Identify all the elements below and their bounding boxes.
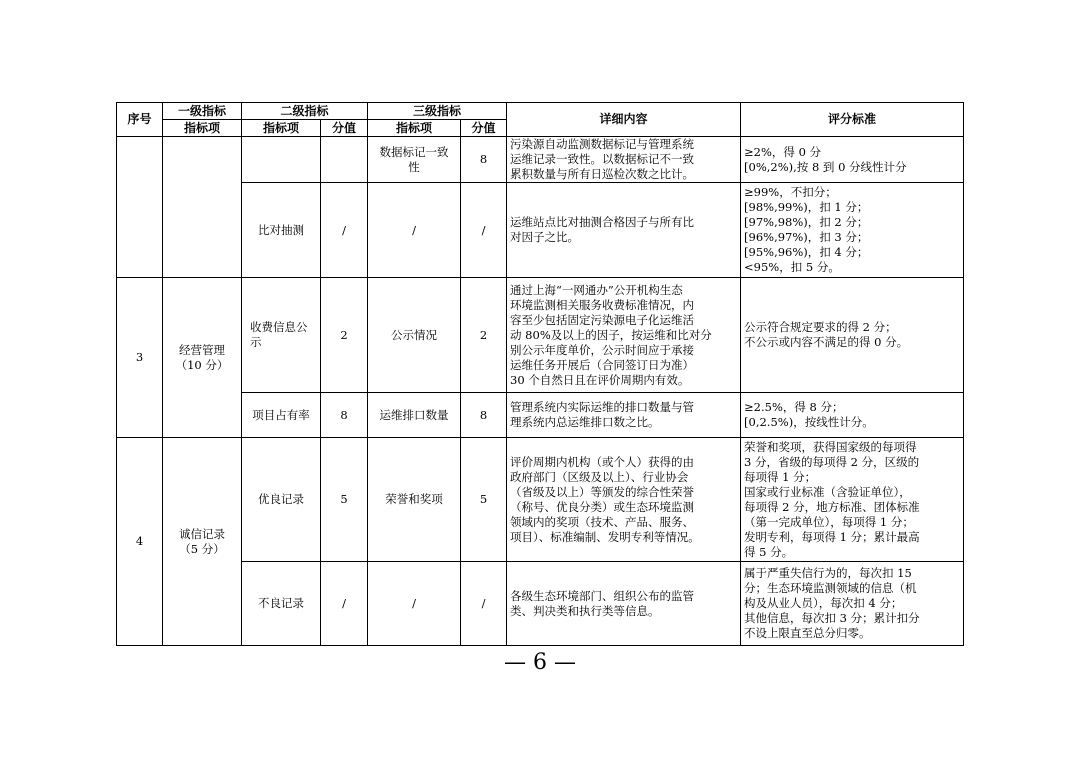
l3-score-cell: / <box>461 562 507 646</box>
l2-item-cell: 收费信息公 示 <box>242 278 321 393</box>
header-level3: 三级指标 <box>368 103 507 120</box>
header-l3-score: 分值 <box>461 120 507 137</box>
standard-cell: ≥2%，得 0 分 [0%,2%),按 8 到 0 分线性计分 <box>741 137 964 183</box>
l2-item-cell: 优良记录 <box>242 438 321 562</box>
l2-score-cell: 2 <box>321 278 368 393</box>
l2-item-cell: 比对抽测 <box>242 183 321 278</box>
l3-score-cell: / <box>461 183 507 278</box>
l3-score-cell: 5 <box>461 438 507 562</box>
l3-item-cell: / <box>368 183 461 278</box>
detail-cell: 运维站点比对抽测合格因子与所有比 对因子之比。 <box>507 183 741 278</box>
detail-cell: 污染源自动监测数据标记与管理系统 运维记录一致性。以数据标记不一致 累积数量与所有日巡检次数之比计。 <box>507 137 741 183</box>
page-number: — 6 — <box>504 650 576 675</box>
table-row <box>117 562 964 646</box>
header-level1: 一级指标 <box>163 103 242 120</box>
header-l3-item: 指标项 <box>368 120 461 137</box>
l2-score-cell: / <box>321 562 368 646</box>
table-row <box>117 438 964 562</box>
detail-cell: 各级生态环境部门、组织公布的监管 类、判决类和执行类等信息。 <box>507 562 741 646</box>
standard-cell: 公示符合规定要求的得 2 分； 不公示或内容不满足的得 0 分。 <box>741 278 964 393</box>
standard-cell: ≥99%，不扣分； [98%,99%)，扣 1 分； [97%,98%)，扣 2 分； [96%,97%)，扣 3 分； [95%,96%)，扣 4 分； <95%，扣 5 分。 <box>741 183 964 278</box>
table-row <box>117 183 964 278</box>
l3-item-cell: 荣誉和奖项 <box>368 438 461 562</box>
seq-cell: 3 <box>117 278 163 438</box>
l2-item-cell: 项目占有率 <box>242 393 321 438</box>
l2-score-cell: 8 <box>321 393 368 438</box>
header-l2-item: 指标项 <box>242 120 321 137</box>
detail-cell: 管理系统内实际运维的排口数量与管 理系统内总运维排口数之比。 <box>507 393 741 438</box>
scoring-table <box>116 102 964 646</box>
l2-item-cell: 不良记录 <box>242 562 321 646</box>
l2-item-cell-empty <box>242 137 321 183</box>
seq-cell-empty <box>117 137 163 278</box>
header-l1-item: 指标项 <box>163 120 242 137</box>
l3-item-cell: 公示情况 <box>368 278 461 393</box>
l3-item-cell: / <box>368 562 461 646</box>
l2-score-cell: 5 <box>321 438 368 562</box>
l3-score-cell: 2 <box>461 278 507 393</box>
header-seq: 序号 <box>117 103 163 137</box>
table-row <box>117 393 964 438</box>
l1-item-cell: 经营管理 （10 分） <box>163 278 242 438</box>
header-level2: 二级指标 <box>242 103 368 120</box>
table-row <box>117 278 964 393</box>
standard-cell: ≥2.5%，得 8 分； [0,2.5%)，按线性计分。 <box>741 393 964 438</box>
table-row <box>117 137 964 183</box>
detail-cell: 通过上海“一网通办”公开机构生态 环境监测相关服务收费标准情况，内 容至少包括固定污染源电子化运维活 动 80%及以上的因子，按运维和比对分 别公示年度单价，公示时间应于承接 运维任务开展后（合同签订日为准） 30 个自然日且在评价周期内有效。 <box>507 278 741 393</box>
l3-item-cell: 数据标记一致 性 <box>368 137 461 183</box>
l2-score-cell: / <box>321 183 368 278</box>
l3-score-cell: 8 <box>461 393 507 438</box>
l2-score-cell-empty <box>321 137 368 183</box>
detail-cell: 评价周期内机构（或个人）获得的由 政府部门（区级及以上）、行业协会 （省级及以上）等颁发的综合性荣誉 （称号、优良分类）或生态环境监测 领域内的奖项（技术、产品、服务、 项目）、标准编制、发明专利等情况。 <box>507 438 741 562</box>
header-l2-score: 分值 <box>321 120 368 137</box>
standard-cell: 荣誉和奖项，获得国家级的每项得 3 分，省级的每项得 2 分，区级的 每项得 1 分； 国家或行业标准（含验证单位）， 每项得 2 分，地方标准、团体标准 （第一完成单位），每项得 1 分； 发明专利，每项得 1 分；累计最高 得 5 分。 <box>741 438 964 562</box>
l1-item-cell: 诚信记录 （5 分） <box>163 438 242 646</box>
l3-item-cell: 运维排口数量 <box>368 393 461 438</box>
l3-score-cell: 8 <box>461 137 507 183</box>
header-row-1 <box>117 103 964 120</box>
standard-cell: 属于严重失信行为的，每次扣 15 分；生态环境监测领域的信息（机 构及从业人员），每次扣 4 分； 其他信息，每次扣 3 分；累计扣分 不设上限直至总分归零。 <box>741 562 964 646</box>
header-detail: 详细内容 <box>507 103 741 137</box>
seq-cell: 4 <box>117 438 163 646</box>
header-standard: 评分标准 <box>741 103 964 137</box>
l1-item-cell-empty <box>163 137 242 278</box>
